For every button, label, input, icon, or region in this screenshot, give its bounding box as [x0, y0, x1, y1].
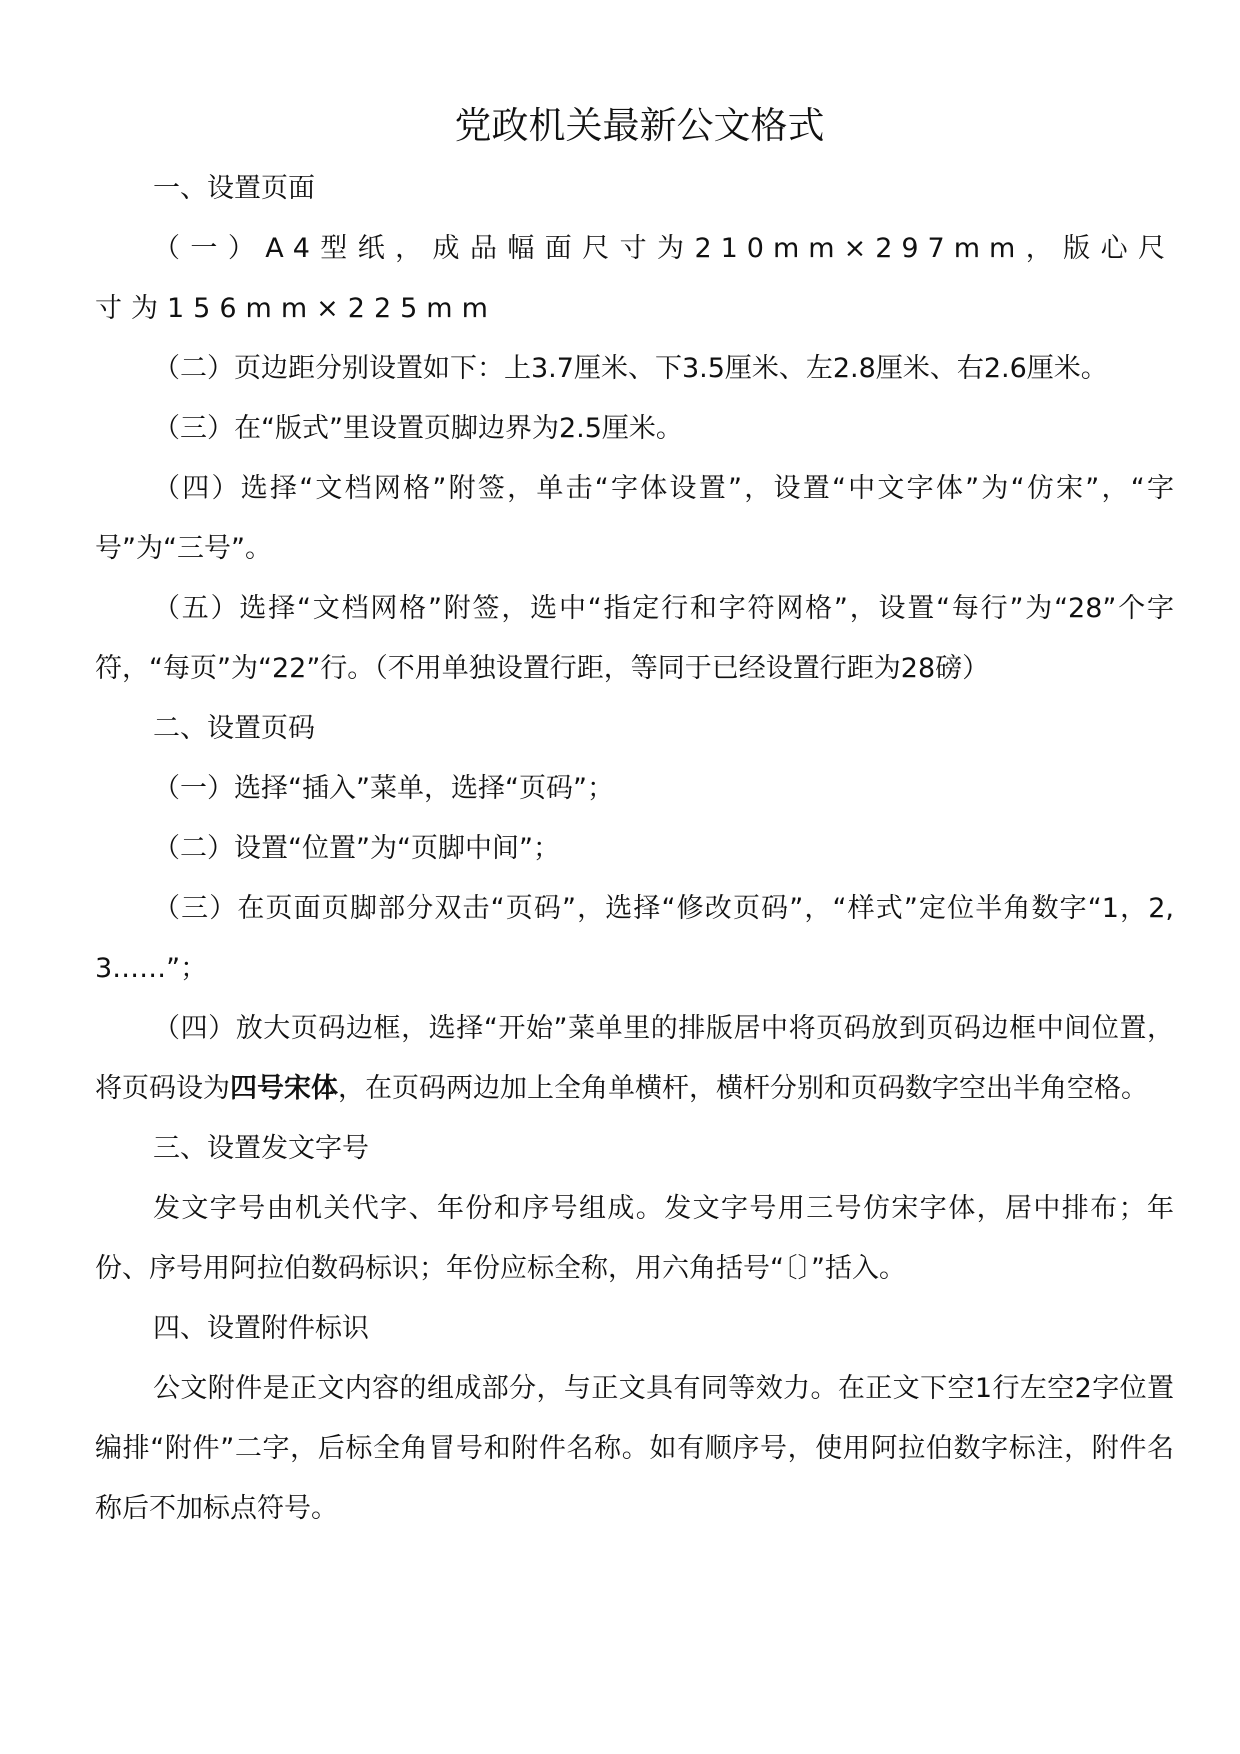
- section-1-item-4: （四）选择“文档网格”附签，单击“字体设置”，设置“中文字体”为“仿宋”，“字号”为“三号”。: [95, 473, 1174, 564]
- section-1-item-1: （一）A4型纸，成品幅面尺寸为210mm×297mm，版心尺寸为156mm×225mm: [95, 233, 1174, 324]
- document-title: 党政机关最新公文格式: [454, 104, 825, 147]
- section-2-item-4-text-before: （四）放大页码边框，选择“开始”菜单里的排版居中将页码放到页码边框中间位置，将页码设为: [95, 1013, 1174, 1104]
- section-2-item-4-text-after: ，在页码两边加上全角单横杆，横杆分别和页码数字空出半角空格。: [338, 1073, 1148, 1104]
- section-2-item-4-bold-text: 四号宋体: [230, 1073, 338, 1104]
- section-2-item-3: （三）在页面页脚部分双击“页码”，选择“修改页码”，“样式”定位半角数字“1，2,3……”；: [95, 893, 1174, 984]
- section-1-heading: 一、设置页面: [153, 173, 315, 204]
- section-4-item-1: 公文附件是正文内容的组成部分，与正文具有同等效力。在正文下空1行左空2字位置编排“附件”二字，后标全角冒号和附件名称。如有顺序号，使用阿拉伯数字标注，附件名称后不加标点符号。: [95, 1373, 1174, 1524]
- section-1-item-5: （五）选择“文档网格”附签，选中“指定行和字符网格”，设置“每行”为“28”个字符，“每页”为“22”行。（不用单独设置行距，等同于已经设置行距为28磅）: [95, 593, 1174, 684]
- section-1-item-2: （二）页边距分别设置如下：上3.7厘米、下3.5厘米、左2.8厘米、右2.6厘米。: [153, 353, 1108, 384]
- section-2-heading: 二、设置页码: [153, 713, 315, 744]
- section-2-item-2: （二）设置“位置”为“页脚中间”；: [153, 833, 560, 864]
- section-2-item-4: [95, 999, 1174, 1119]
- section-3-item-1: 发文字号由机关代字、年份和序号组成。发文字号用三号仿宋字体，居中排布；年份、序号用阿拉伯数码标识；年份应标全称，用六角括号“〔〕”括入。: [95, 1193, 1174, 1284]
- section-3-heading: 三、设置发文字号: [153, 1133, 369, 1164]
- section-1-item-3: （三）在“版式”里设置页脚边界为2.5厘米。: [153, 413, 683, 444]
- section-4-heading: 四、设置附件标识: [153, 1313, 369, 1344]
- section-2-item-1: （一）选择“插入”菜单，选择“页码”；: [153, 773, 614, 804]
